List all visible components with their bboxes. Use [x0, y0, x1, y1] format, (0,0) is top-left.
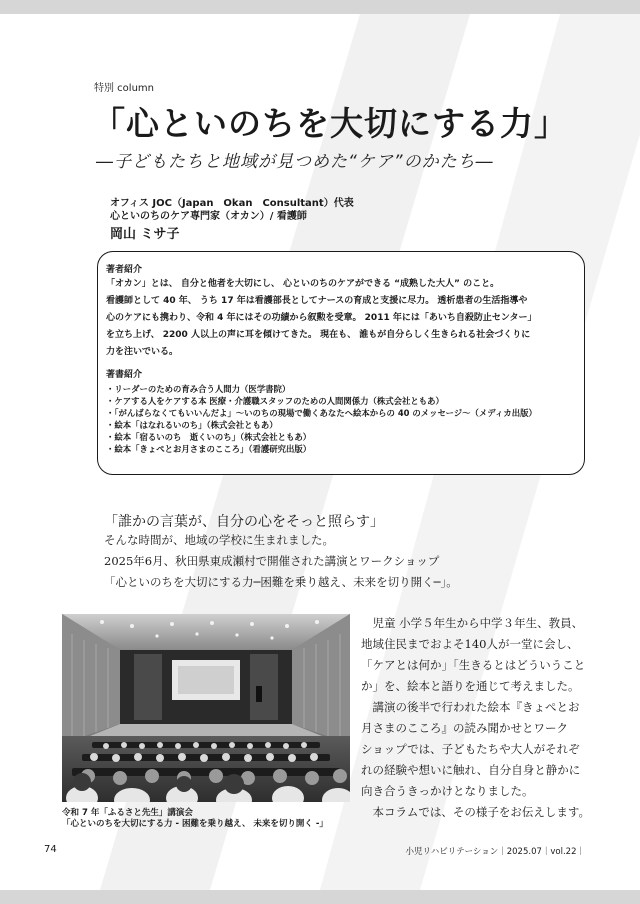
- intro-line: 2025年6月、秋田県東成瀬村で開催された講演とワークショップ: [104, 554, 440, 568]
- bio-line: を立ち上げ、 2200 人以上の声に耳を傾けてきた。 現在も、 誰もが自分らしく生きられる社会づくりに: [106, 330, 531, 340]
- book-item: ・絵本「宿るいのち 逝くいのち」（株式会社ともあ）: [106, 432, 312, 442]
- intro-paragraph: [104, 530, 458, 593]
- author-profile-box: [97, 251, 585, 475]
- body-line: れの経験や想いに触れ、自分自身と静かに: [361, 763, 581, 777]
- bio-line: 力を注いでいる。: [106, 347, 179, 357]
- body-line: 向き合うきっかけとなりました。: [361, 784, 534, 798]
- books-list: [106, 383, 537, 455]
- bio-line: 「オカン」とは、 自分と他者を大切にし、 心といのちのケアができる “成熟した大人” のこと。: [106, 279, 500, 289]
- book-item: ・リーダーのための育み合う人間力（医学書院）: [106, 384, 291, 394]
- top-band: [0, 0, 640, 14]
- lead-quote: 「誰かの言葉が、自分の心をそっと照らす」: [104, 514, 384, 530]
- body-line: 本コラムでは、その様子をお伝えします。: [361, 805, 590, 819]
- intro-line: 「心といのちを大切にする力─困難を乗り越え、未来を切り開く─」。: [104, 575, 458, 589]
- intro-line: そんな時間が、地域の学校に生まれました。: [104, 533, 334, 547]
- books-heading: 著書紹介: [106, 370, 143, 380]
- author-role-line-1: オフィス JOC（Japan Okan Consultant）代表: [110, 198, 354, 209]
- body-line: 児童 小学５年生から中学３年生、教員、: [361, 616, 584, 630]
- book-item: ・「がんばらなくてもいいんだよ」～いのちの現場で働くあなたへ絵本からの 40 のメッセージ～（メディカ出版）: [106, 408, 537, 418]
- lecture-hall-photo: [62, 614, 350, 802]
- book-item: ・ケアする人をケアする本 医療・介護職スタッフのための人間関係力（株式会社ともあ）: [106, 396, 444, 406]
- book-item: ・絵本「きょぺとお月さまのこころ」（看護研究出版）: [106, 444, 312, 454]
- body-paragraph: [361, 613, 593, 823]
- bio-line: 看護師として 40 年、 うち 17 年は看護部長としてナースの育成と支援に尽力。 透析患者の生活指導や: [106, 296, 528, 306]
- photo-caption: [62, 808, 328, 830]
- photo-caption-line-2: 「心といのちを大切にする力 - 困難を乗り越え、 未来を切り開く -」: [62, 819, 328, 829]
- lecture-hall-illustration: [62, 614, 350, 802]
- body-line: 地域住民までおよそ140人が一堂に会し、: [361, 637, 579, 651]
- journal-footer: 小児リハビリテーション｜2025.07｜vol.22｜: [405, 847, 585, 857]
- body-line: 講演の後半で行われた絵本『きょぺとお: [361, 700, 580, 714]
- body-line: か」を、絵本と語りを通じて考えました。: [361, 679, 580, 693]
- body-line: ショップでは、子どもたちや大人がそれぞ: [361, 742, 580, 756]
- photo-caption-line-1: 令和 7 年「ふるさと先生」講演会: [62, 808, 193, 818]
- column-kicker: 特別 column: [94, 83, 154, 94]
- author-role-line-2: 心といのちのケア専門家（オカン）/ 看護師: [110, 211, 307, 222]
- bio-line: 心のケアにも携わり、令和 4 年にはその功績から叙勲を受章。 2011 年には「あいち自殺防止センター」: [106, 313, 537, 323]
- book-item: ・絵本「はなれるいのち」（株式会社ともあ）: [106, 420, 278, 430]
- article-title: 「心といのちを大切にする力」: [92, 104, 568, 143]
- page-number: 74: [44, 844, 57, 855]
- bottom-band: [0, 890, 640, 904]
- bio-heading: 著者紹介: [106, 265, 143, 275]
- body-line: 「ケアとは何か」「生きるとはどういうこと: [361, 658, 586, 672]
- article-subtitle: ―子どもたちと地域が見つめた“ケア”のかたち―: [96, 152, 494, 172]
- author-name: 岡山 ミサ子: [110, 227, 180, 242]
- bio-text: [106, 276, 576, 361]
- body-line: 月さまのこころ』の読み聞かせとワーク: [361, 721, 568, 735]
